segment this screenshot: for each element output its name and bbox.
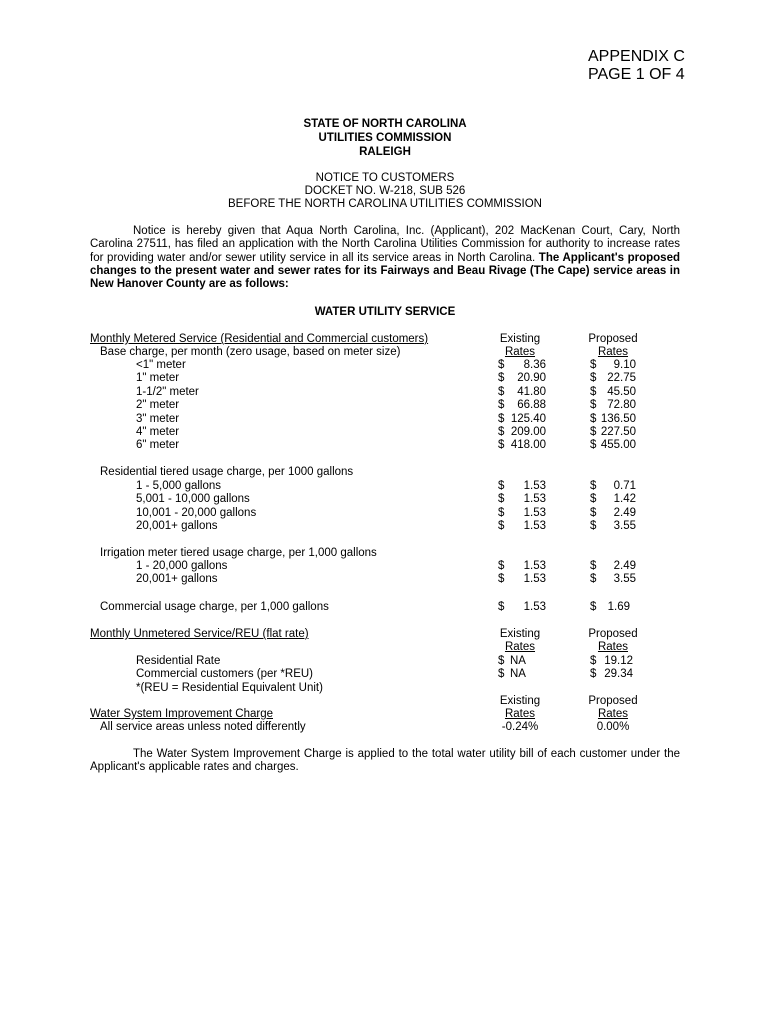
wsic-existing-header: Existing xyxy=(499,695,541,707)
base-charge-label: Base charge, per month (zero usage, based on meter size) xyxy=(100,346,401,358)
irrigation-tier-row-label: 1 - 20,000 gallons xyxy=(136,560,228,572)
meter-row-existing-dollar: $ xyxy=(498,385,505,398)
unmetered-residential-label: Residential Rate xyxy=(136,655,221,667)
wsic-existing-value: -0.24% xyxy=(501,721,539,733)
unmetered-commercial-existing: NA xyxy=(510,668,526,680)
meter-row-existing-rate: 418.00 xyxy=(510,439,546,452)
existing-rates-header xyxy=(490,346,550,359)
meter-row-proposed-rate: 72.80 xyxy=(607,399,636,412)
residential-tier-row-proposed-dollar: $ xyxy=(590,520,597,533)
wsic-proposed-rates-header xyxy=(583,708,643,721)
meter-row-proposed-dollar: $ xyxy=(590,399,597,412)
residential-tier-row-label: 20,001+ gallons xyxy=(136,520,218,533)
unmetered-residential-proposed-dollar: $ xyxy=(590,655,597,667)
unmetered-proposed-header: Proposed xyxy=(588,628,638,640)
unmetered-commercial-proposed-dollar: $ xyxy=(590,668,597,680)
meter-row-proposed-dollar: $ xyxy=(590,412,597,425)
residential-tier-label: Residential tiered usage charge, per 1000 gallons xyxy=(100,466,354,478)
residential-tier-row-existing-rate: 1.53 xyxy=(523,520,546,533)
residential-tier-row-proposed-rate: 3.55 xyxy=(613,520,636,533)
meter-row-existing-rate: 8.36 xyxy=(523,359,546,371)
irrigation-tier-row-existing-dollar: $ xyxy=(498,560,505,572)
appendix-label: APPENDIX C xyxy=(588,48,685,65)
irrigation-tier-row-proposed-dollar: $ xyxy=(590,573,597,586)
residential-tier-row-label: 10,001 - 20,000 gallons xyxy=(136,506,257,519)
unmetered-commercial-label: Commercial customers (per *REU) xyxy=(136,668,314,680)
intro-bold-text: The Applicant's proposed changes to the present water and sewer rates for its Fairways and Beau Rivage (The Cape) service areas in New Hanover County are as follows: xyxy=(90,251,680,291)
unmetered-residential-existing-dollar: $ xyxy=(498,655,505,667)
unmetered-proposed-rates-label: Rates xyxy=(597,641,629,653)
residential-tier-row-proposed-dollar: $ xyxy=(590,480,597,492)
meter-row-label: 2" meter xyxy=(136,399,180,412)
existing-rates-label: Rates xyxy=(504,346,536,358)
irrigation-tier-label: Irrigation meter tiered usage charge, per 1,000 gallons xyxy=(100,547,377,559)
meter-row-proposed-dollar: $ xyxy=(590,359,597,371)
meter-row-label: 6" meter xyxy=(136,439,180,452)
unmetered-proposed-rates-header xyxy=(583,641,643,654)
docket-number: DOCKET NO. W-218, SUB 526 xyxy=(304,185,466,197)
residential-tier-row-label: 5,001 - 10,000 gallons xyxy=(136,493,250,506)
existing-header: Existing xyxy=(499,333,541,345)
meter-row-existing-dollar: $ xyxy=(498,412,505,425)
proposed-rates-header xyxy=(583,346,643,359)
meter-row-proposed-dollar: $ xyxy=(590,426,597,438)
residential-tier-row-existing-dollar: $ xyxy=(498,506,505,519)
commission-heading: UTILITIES COMMISSION xyxy=(318,132,452,144)
residential-tier-row-existing-rate: 1.53 xyxy=(523,506,546,519)
unmetered-existing-rates-label: Rates xyxy=(504,641,536,653)
residential-tier-row-proposed-dollar: $ xyxy=(590,493,597,506)
wsic-title: Water System Improvement Charge xyxy=(90,708,273,720)
irrigation-tier-row-existing-rate: 1.53 xyxy=(523,560,546,572)
state-heading: STATE OF NORTH CAROLINA xyxy=(303,118,467,130)
closing-paragraph: The Water System Improvement Charge is applied to the total water utility bill of each customer under the Applicant's applicable rates and charges. xyxy=(90,748,680,774)
irrigation-tier-row-proposed-rate: 3.55 xyxy=(613,573,636,586)
unmetered-commercial-existing-dollar: $ xyxy=(498,668,505,680)
wsic-existing-rates-label: Rates xyxy=(504,708,536,720)
metered-title: Monthly Metered Service (Residential and Commercial customers) xyxy=(90,333,429,345)
wsic-proposed-value: 0.00% xyxy=(596,721,630,733)
meter-row-existing-rate: 209.00 xyxy=(510,426,546,438)
unmetered-residential-existing: NA xyxy=(510,655,526,667)
residential-tier-row-existing-dollar: $ xyxy=(498,493,505,506)
unmetered-title: Monthly Unmetered Service/REU (flat rate) xyxy=(90,628,309,640)
meter-row-proposed-dollar: $ xyxy=(590,372,597,385)
residential-tier-row-proposed-rate: 1.42 xyxy=(613,493,636,506)
wsic-proposed-header: Proposed xyxy=(588,695,638,707)
meter-row-proposed-dollar: $ xyxy=(590,385,597,398)
residential-tier-row-proposed-rate: 0.71 xyxy=(613,480,636,492)
wsic-label: All service areas unless noted differently xyxy=(100,721,306,733)
meter-row-existing-dollar: $ xyxy=(498,372,505,385)
section-title: WATER UTILITY SERVICE xyxy=(314,306,456,318)
intro-text: Notice is hereby given that Aqua North Carolina, Inc. (Applicant), 202 MacKenan Court, Cary, North Carolina 27511, has filed an application with the North Carolina Utilities Commission for authority to increase rates for providing water and/or sewer utility service in all its service areas in North Carolina. xyxy=(90,225,680,264)
commercial-usage-proposed: 1.69 xyxy=(607,601,630,613)
meter-row-proposed-rate: 227.50 xyxy=(600,426,636,438)
proposed-rates-label: Rates xyxy=(597,346,629,358)
meter-row-existing-rate: 20.90 xyxy=(517,372,546,385)
meter-row-existing-rate: 66.88 xyxy=(517,399,546,412)
reu-footnote: *(REU = Residential Equivalent Unit) xyxy=(136,682,323,694)
meter-row-existing-rate: 125.40 xyxy=(510,412,546,425)
wsic-existing-rates-header xyxy=(490,708,550,721)
unmetered-residential-proposed: 19.12 xyxy=(604,655,633,667)
meter-row-existing-rate: 41.80 xyxy=(517,385,546,398)
meter-row-proposed-rate: 22.75 xyxy=(607,372,636,385)
irrigation-tier-row-existing-rate: 1.53 xyxy=(523,573,546,586)
meter-row-label: 3" meter xyxy=(136,412,180,425)
meter-row-proposed-rate: 9.10 xyxy=(613,359,636,371)
page-indicator: PAGE 1 OF 4 xyxy=(588,66,685,83)
unmetered-existing-header: Existing xyxy=(499,628,541,640)
meter-row-label: 4" meter xyxy=(136,426,180,438)
meter-row-existing-dollar: $ xyxy=(498,399,505,412)
meter-row-existing-dollar: $ xyxy=(498,439,505,452)
proposed-header: Proposed xyxy=(588,333,638,345)
meter-row-existing-dollar: $ xyxy=(498,359,505,371)
irrigation-tier-row-proposed-dollar: $ xyxy=(590,560,597,572)
city-heading: RALEIGH xyxy=(359,146,411,158)
residential-tier-row-proposed-dollar: $ xyxy=(590,506,597,519)
irrigation-tier-row-label: 20,001+ gallons xyxy=(136,573,218,586)
residential-tier-row-existing-dollar: $ xyxy=(498,480,505,492)
residential-tier-row-existing-rate: 1.53 xyxy=(523,480,546,492)
residential-tier-row-label: 1 - 5,000 gallons xyxy=(136,480,222,492)
meter-row-existing-dollar: $ xyxy=(498,426,505,438)
commercial-usage-existing: 1.53 xyxy=(523,601,546,613)
commercial-usage-label: Commercial usage charge, per 1,000 gallons xyxy=(100,601,329,613)
irrigation-tier-row-existing-dollar: $ xyxy=(498,573,505,586)
residential-tier-row-existing-rate: 1.53 xyxy=(523,493,546,506)
commercial-usage-existing-dollar: $ xyxy=(498,601,505,613)
irrigation-tier-row-proposed-rate: 2.49 xyxy=(613,560,636,572)
meter-row-proposed-rate: 136.50 xyxy=(600,412,636,425)
commercial-usage-proposed-dollar: $ xyxy=(590,601,597,613)
meter-row-proposed-rate: 455.00 xyxy=(600,439,636,452)
unmetered-existing-rates-header xyxy=(490,641,550,654)
residential-tier-row-existing-dollar: $ xyxy=(498,520,505,533)
before-commission: BEFORE THE NORTH CAROLINA UTILITIES COMMISSION xyxy=(228,198,542,210)
wsic-proposed-rates-label: Rates xyxy=(597,708,629,720)
meter-row-proposed-dollar: $ xyxy=(590,439,597,452)
meter-row-label: 1-1/2" meter xyxy=(136,385,199,398)
intro-paragraph xyxy=(90,225,680,291)
meter-row-proposed-rate: 45.50 xyxy=(607,385,636,398)
meter-row-label: 1" meter xyxy=(136,372,180,385)
residential-tier-row-proposed-rate: 2.49 xyxy=(613,506,636,519)
meter-row-label: <1" meter xyxy=(136,359,186,371)
notice-heading: NOTICE TO CUSTOMERS xyxy=(315,172,455,184)
unmetered-commercial-proposed: 29.34 xyxy=(604,668,633,680)
